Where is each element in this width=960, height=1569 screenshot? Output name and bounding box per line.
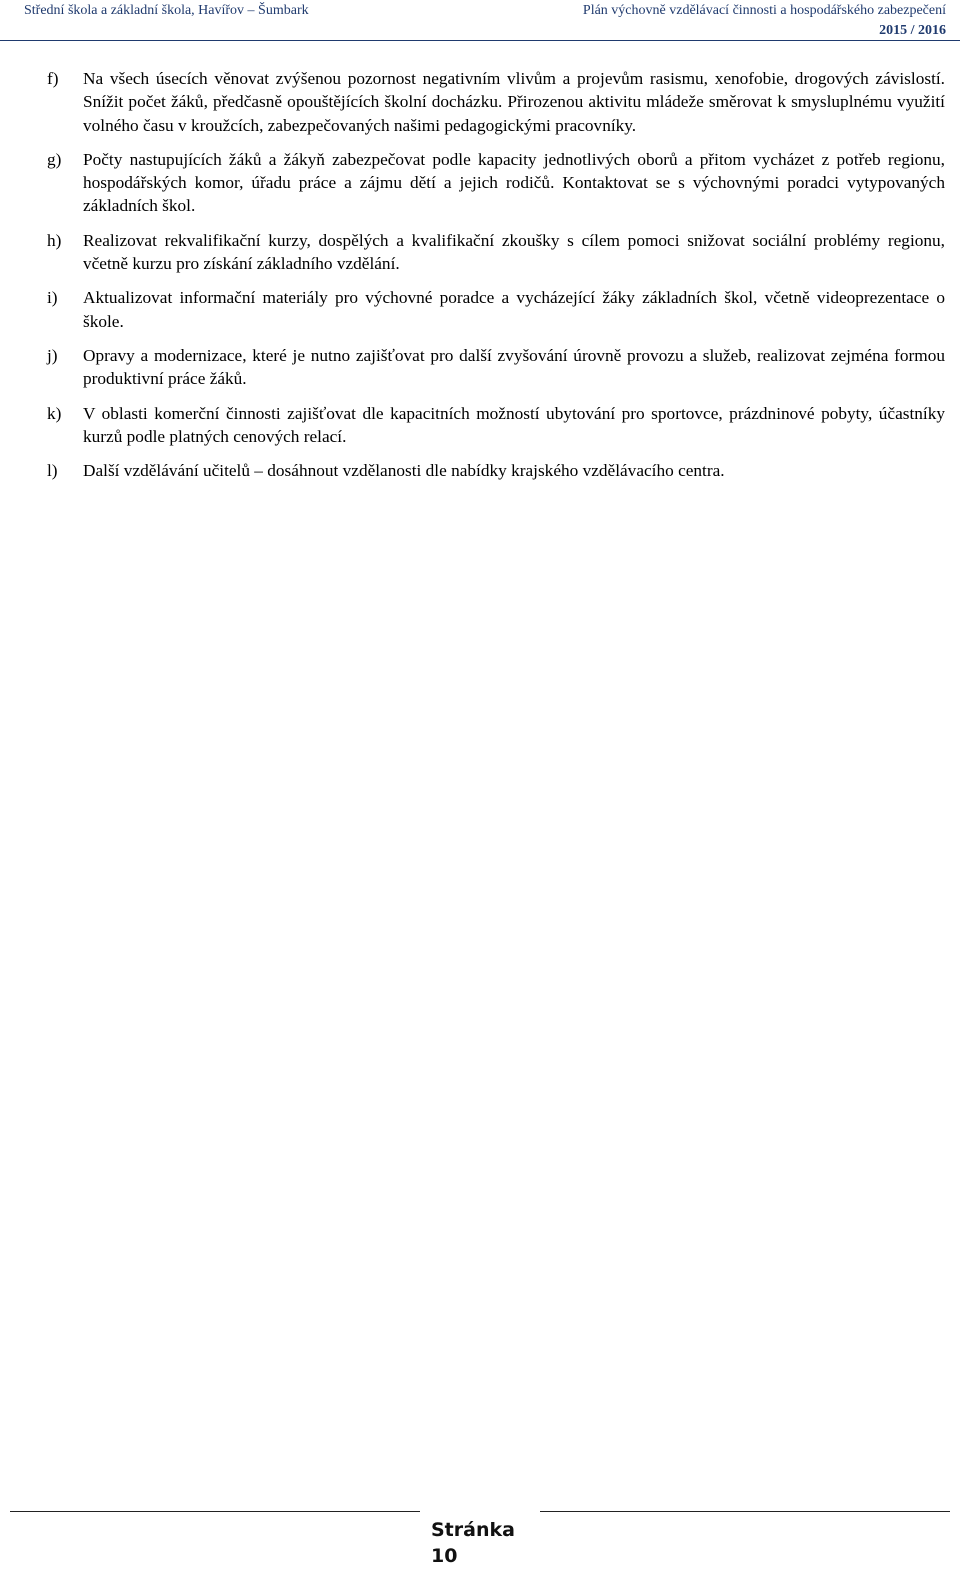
header-document-title: Plán výchovně vzdělávací činnosti a hospodářského zabezpečení bbox=[582, 3, 946, 18]
list-marker: k) bbox=[47, 403, 62, 423]
list-item-text: Další vzdělávání učitelů – dosáhnout vzdělanosti dle nabídky krajského vzdělávacího centra. bbox=[83, 461, 725, 481]
list-item-k bbox=[47, 402, 945, 449]
list-item-text: V oblasti komerční činnosti zajišťovat dle kapacitních možností ubytování pro sportovce, prázdninové pobyty, účastníky kurzů podle platných cenových relací. bbox=[83, 403, 945, 446]
list-marker: h) bbox=[47, 230, 62, 250]
list-marker: l) bbox=[47, 461, 58, 481]
page-label: Stránka bbox=[431, 1519, 515, 1541]
list-marker: f) bbox=[47, 69, 59, 88]
list-item-h bbox=[47, 229, 945, 276]
page-number-value: 10 bbox=[431, 1545, 458, 1567]
list-item-text: Počty nastupujících žáků a žákyň zabezpečovat podle kapacity jednotlivých oborů a přitom vycházet z potřeb regionu, hospodářských komor, úřadu práce a zájmu dětí a jejich rodičů. Kontaktovat se s výchovnými poradci vytypovaných základních škol. bbox=[83, 149, 945, 216]
list-item-text: Realizovat rekvalifikační kurzy, dospělých a kvalifikační zkoušky s cílem pomoci snižovat sociální problémy regionu, včetně kurzu pro získání základního vzdělání. bbox=[83, 230, 945, 274]
page-number bbox=[431, 1517, 515, 1569]
footer-divider-right bbox=[540, 1511, 950, 1512]
list-item-text: Aktualizovat informační materiály pro výchovné poradce a vycházející žáky základních škol, včetně videoprezentace o škole. bbox=[83, 288, 945, 331]
header-school-name: Střední škola a základní škola, Havířov – Šumbark bbox=[24, 3, 309, 18]
header-divider bbox=[0, 40, 960, 41]
list-item-text: Na všech úsecích věnovat zvýšenou pozornost negativním vlivům a projevům rasismu, xenofobie, drogových závislostí. Snížit počet žáků, předčasně opouštějících školní docházku. Přirozenou aktivitu mládeže směrovat k smysluplnému využití volného času v kroužcích, zabezpečovaných našimi pedagogickými pracovníky. bbox=[83, 69, 945, 135]
document-body bbox=[47, 67, 945, 493]
list-marker: g) bbox=[47, 149, 62, 169]
list-item-j bbox=[47, 344, 945, 391]
header-school-year: 2015 / 2016 bbox=[879, 23, 946, 38]
list-item-g bbox=[47, 148, 945, 218]
list-item-i bbox=[47, 286, 945, 333]
list-item-f bbox=[47, 67, 945, 137]
list-item-l bbox=[47, 459, 945, 482]
list-marker: i) bbox=[47, 288, 58, 308]
list-marker: j) bbox=[47, 345, 58, 365]
footer-divider-left bbox=[10, 1511, 420, 1512]
list-item-text: Opravy a modernizace, které je nutno zajišťovat pro další zvyšování úrovně provozu a služeb, realizovat zejména formou produktivní práce žáků. bbox=[83, 345, 945, 389]
